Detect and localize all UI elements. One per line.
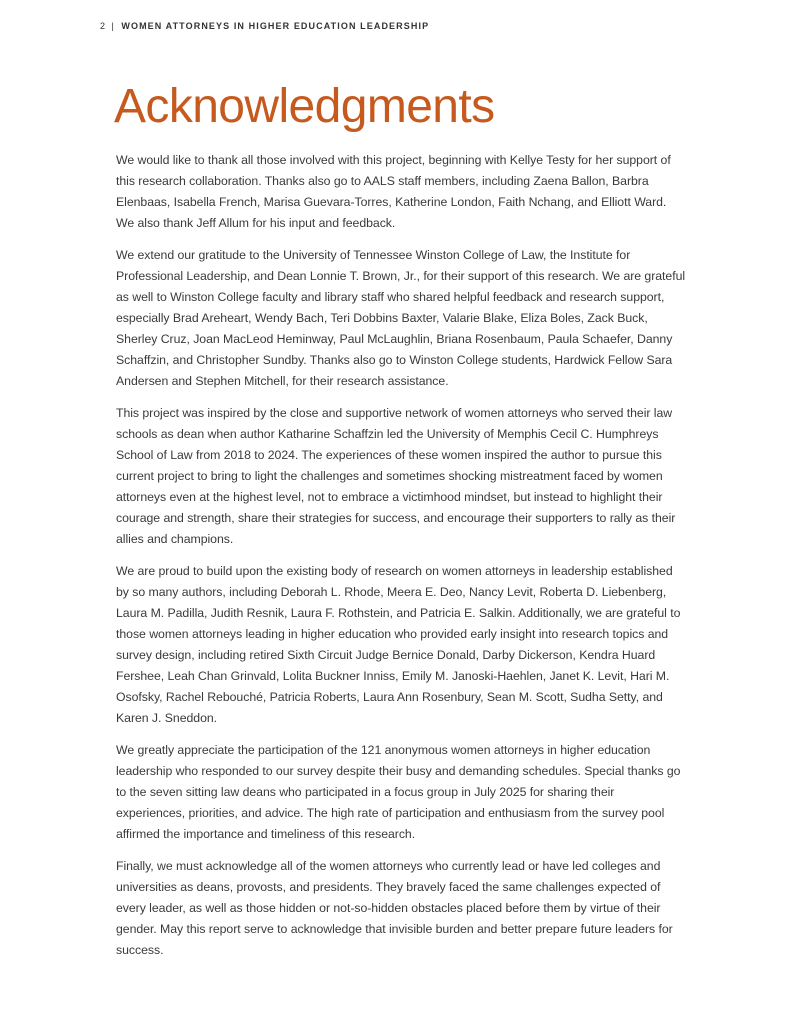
page-number: 2 <box>100 21 106 31</box>
running-header <box>100 21 429 31</box>
page-title: Acknowledgments <box>114 80 495 133</box>
running-title: WOMEN ATTORNEYS IN HIGHER EDUCATION LEADERSHIP <box>121 21 430 31</box>
paragraph-staff-thanks: We would like to thank all those involved with this project, beginning with Kellye Testy for her support of this research collaboration. Thanks also go to AALS staff members, including Zaena Ballon, Barbra Elenbaas, Isabella French, Marisa Guevara-Torres, Katherine London, Faith Nchang, and Elliott Ward. We also thank Jeff Allum for his input and feedback. <box>116 153 671 230</box>
body-text <box>116 150 686 972</box>
paragraph-institution-thanks: We extend our gratitude to the University of Tennessee Winston College of Law, the Institute for Professional Leadership, and Dean Lonnie T. Brown, Jr., for their support of this research. We are grateful as well to Winston College faculty and library staff who shared helpful feedback and research support, especially Brad Areheart, Wendy Bach, Teri Dobbins Baxter, Valarie Blake, Eliza Boles, Zack Buck, Sherley Cruz, Joan MacLeod Heminway, Paul McLaughlin, Briana Rosenbaum, Paula Schaefer, Danny Schaffzin, and Christopher Sundby. Thanks also go to Winston College students, Hardwick Fellow Sara Andersen and Stephen Mitchell, for their research assistance. <box>116 248 686 388</box>
paragraph-inspiration: This project was inspired by the close and supportive network of women attorneys who served their law schools as dean when author Katharine Schaffzin led the University of Memphis Cecil C. Humphreys School of Law from 2018 to 2024. The experiences of these women inspired the author to pursue this current project to bring to light the challenges and sometimes shocking mistreatment faced by women attorneys even at the highest level, not to embrace a victimhood mindset, but instead to highlight their courage and strength, share their strategies for success, and encourage their supporters to rally as their allies and champions. <box>116 406 676 546</box>
header-separator: | <box>111 21 115 31</box>
paragraph-survey-participants: We greatly appreciate the participation of the 121 anonymous women attorneys in higher education leadership who responded to our survey despite their busy and demanding schedules. Special thanks go to the seven sitting law deans who participated in a focus group in July 2025 for sharing their experiences, priorities, and advice. The high rate of participation and enthusiasm from the survey pool affirmed the importance and timeliness of this research. <box>116 743 681 841</box>
paragraph-prior-research: We are proud to build upon the existing body of research on women attorneys in leadership established by so many authors, including Deborah L. Rhode, Meera E. Deo, Nancy Levit, Roberta D. Liebenberg, Laura M. Padilla, Judith Resnik, Laura F. Rothstein, and Patricia E. Salkin. Additionally, we are grateful to those women attorneys leading in higher education who provided early insight into research topics and survey design, including retired Sixth Circuit Judge Bernice Donald, Darby Dickerson, Kendra Huard Fershee, Leah Chan Grinvald, Lolita Buckner Inniss, Emily M. Janoski-Haehlen, Janet K. Levit, Hari M. Osofsky, Rachel Rebouché, Patricia Roberts, Laura Ann Rosenbury, Sean M. Scott, Sudha Setty, and Karen J. Sneddon. <box>116 564 681 725</box>
paragraph-closing: Finally, we must acknowledge all of the women attorneys who currently lead or have led colleges and universities as deans, provosts, and presidents. They bravely faced the same challenges expected of every leader, as well as those hidden or not-so-hidden obstacles placed before them by virtue of their gender. May this report serve to acknowledge that invisible burden and better prepare future leaders for success. <box>116 859 673 957</box>
